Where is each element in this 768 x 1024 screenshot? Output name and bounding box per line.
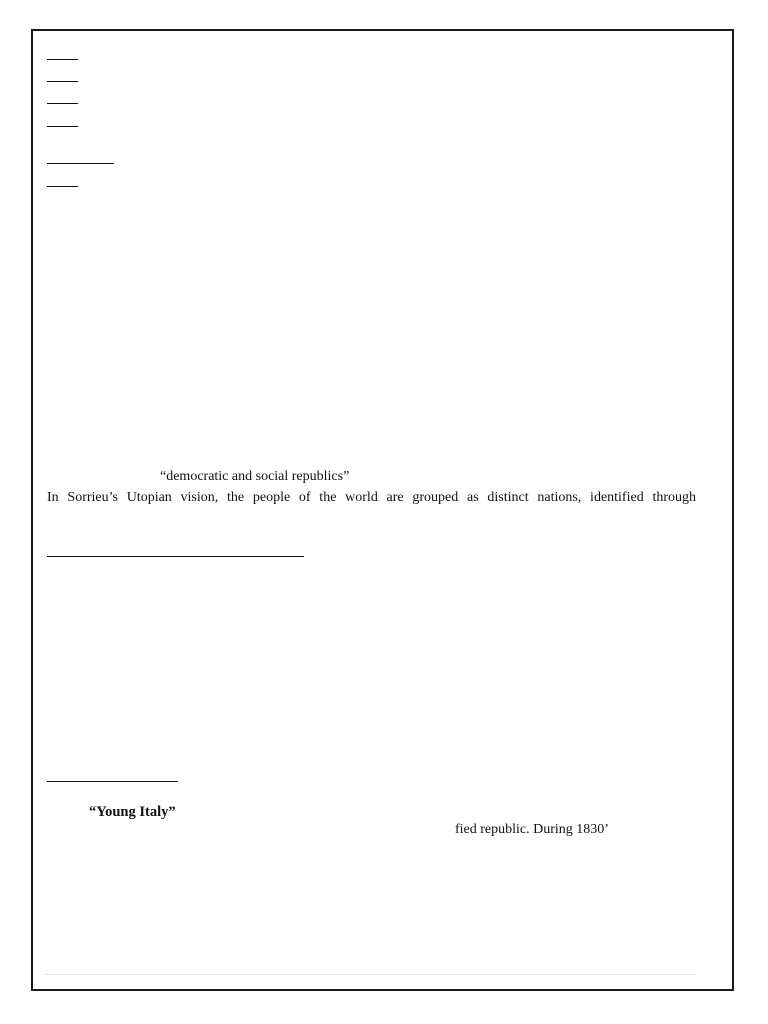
quote-democratic-social-republics: “democratic and social republics” <box>160 469 350 484</box>
blank-underline <box>47 163 114 164</box>
blank-underline <box>47 126 78 127</box>
paragraph-sorrieu-vision: In Sorrieu’s Utopian vision, the people of the world are grouped as distinct nations, identified through <box>47 490 696 505</box>
blank-underline-long <box>47 556 304 557</box>
blank-underline-medium <box>47 781 178 782</box>
blank-underline <box>47 186 78 187</box>
blank-underline <box>47 59 78 60</box>
footer-divider <box>45 974 696 975</box>
blank-underline <box>47 103 78 104</box>
document-page <box>31 29 734 991</box>
blank-underline <box>47 81 78 82</box>
heading-young-italy: “Young Italy” <box>89 804 176 820</box>
text-fragment-republic: fied republic. During 1830’ <box>455 822 609 837</box>
